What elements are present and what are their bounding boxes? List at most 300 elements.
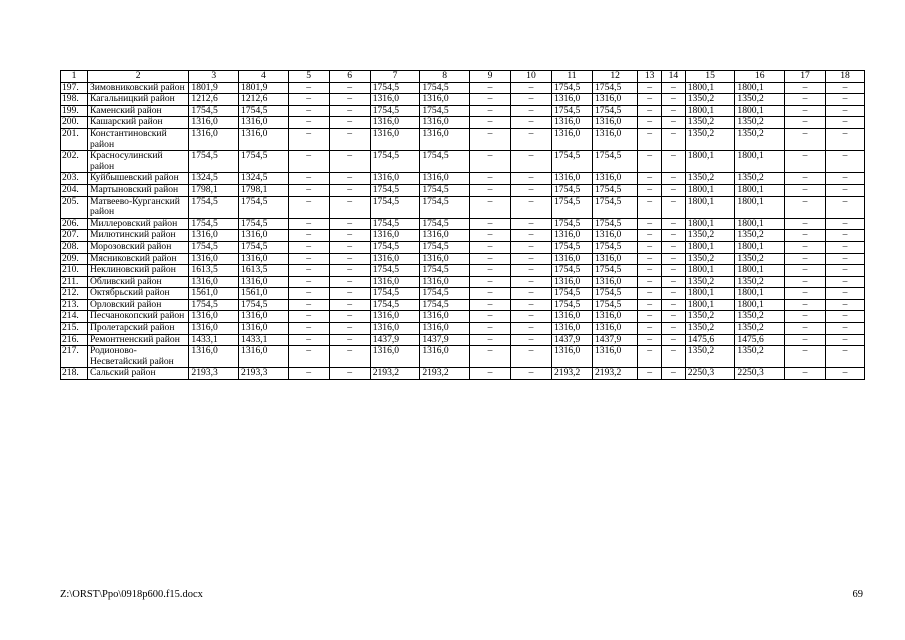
value-cell: 1316,0 bbox=[189, 128, 239, 150]
value-cell: 2193,2 bbox=[370, 368, 420, 380]
row-number: 213. bbox=[61, 299, 88, 311]
empty-value: – bbox=[469, 346, 510, 368]
table-row bbox=[61, 241, 865, 253]
value-cell: 1350,2 bbox=[735, 94, 785, 106]
empty-value: – bbox=[662, 299, 686, 311]
value-cell: 2193,2 bbox=[592, 368, 637, 380]
value-cell: 1754,5 bbox=[370, 218, 420, 230]
empty-value: – bbox=[826, 151, 865, 173]
value-cell: 1316,0 bbox=[370, 173, 420, 185]
district-name: Милютинский район bbox=[87, 230, 188, 242]
value-cell: 1316,0 bbox=[420, 94, 470, 106]
empty-value: – bbox=[662, 184, 686, 196]
value-cell: 1316,0 bbox=[592, 128, 637, 150]
empty-value: – bbox=[638, 346, 662, 368]
row-number: 216. bbox=[61, 334, 88, 346]
value-cell: 1316,0 bbox=[420, 173, 470, 185]
header-cell: 12 bbox=[592, 71, 637, 83]
value-cell: 1316,0 bbox=[370, 311, 420, 323]
empty-value: – bbox=[662, 253, 686, 265]
value-cell: 1316,0 bbox=[370, 346, 420, 368]
empty-value: – bbox=[785, 368, 826, 380]
value-cell: 1350,2 bbox=[735, 117, 785, 129]
value-cell: 1316,0 bbox=[592, 276, 637, 288]
value-cell: 1754,5 bbox=[370, 265, 420, 277]
empty-value: – bbox=[469, 334, 510, 346]
header-cell: 6 bbox=[329, 71, 370, 83]
value-cell: 1800,1 bbox=[735, 184, 785, 196]
empty-value: – bbox=[469, 276, 510, 288]
value-cell: 1437,9 bbox=[592, 334, 637, 346]
empty-value: – bbox=[288, 311, 329, 323]
empty-value: – bbox=[662, 288, 686, 300]
value-cell: 1754,5 bbox=[551, 105, 592, 117]
empty-value: – bbox=[288, 117, 329, 129]
value-cell: 1613,5 bbox=[189, 265, 239, 277]
empty-value: – bbox=[826, 276, 865, 288]
row-number: 197. bbox=[61, 82, 88, 94]
empty-value: – bbox=[288, 299, 329, 311]
empty-value: – bbox=[826, 265, 865, 277]
value-cell: 1800,1 bbox=[685, 241, 735, 253]
table-row bbox=[61, 94, 865, 106]
value-cell: 1316,0 bbox=[420, 230, 470, 242]
empty-value: – bbox=[662, 241, 686, 253]
page-number: 69 bbox=[852, 589, 863, 600]
header-cell: 9 bbox=[469, 71, 510, 83]
value-cell: 1754,5 bbox=[592, 265, 637, 277]
value-cell: 1350,2 bbox=[685, 94, 735, 106]
empty-value: – bbox=[638, 218, 662, 230]
district-name: Обливский район bbox=[87, 276, 188, 288]
empty-value: – bbox=[469, 128, 510, 150]
row-number: 217. bbox=[61, 346, 88, 368]
table-row bbox=[61, 265, 865, 277]
header-cell: 11 bbox=[551, 71, 592, 83]
value-cell: 1754,5 bbox=[592, 241, 637, 253]
value-cell: 1350,2 bbox=[735, 230, 785, 242]
empty-value: – bbox=[510, 346, 551, 368]
empty-value: – bbox=[662, 230, 686, 242]
value-cell: 1561,0 bbox=[189, 288, 239, 300]
empty-value: – bbox=[785, 117, 826, 129]
header-cell: 5 bbox=[288, 71, 329, 83]
empty-value: – bbox=[826, 288, 865, 300]
empty-value: – bbox=[510, 334, 551, 346]
value-cell: 1437,9 bbox=[420, 334, 470, 346]
value-cell: 1316,0 bbox=[420, 311, 470, 323]
empty-value: – bbox=[638, 128, 662, 150]
empty-value: – bbox=[510, 265, 551, 277]
empty-value: – bbox=[510, 173, 551, 185]
empty-value: – bbox=[826, 184, 865, 196]
table-row bbox=[61, 311, 865, 323]
empty-value: – bbox=[288, 218, 329, 230]
empty-value: – bbox=[638, 105, 662, 117]
empty-value: – bbox=[785, 346, 826, 368]
empty-value: – bbox=[329, 346, 370, 368]
value-cell: 1316,0 bbox=[592, 94, 637, 106]
value-cell: 1350,2 bbox=[685, 117, 735, 129]
empty-value: – bbox=[329, 117, 370, 129]
value-cell: 1754,5 bbox=[370, 82, 420, 94]
empty-value: – bbox=[785, 128, 826, 150]
value-cell: 1316,0 bbox=[189, 323, 239, 335]
row-number: 200. bbox=[61, 117, 88, 129]
value-cell: 1800,1 bbox=[735, 105, 785, 117]
value-cell: 1350,2 bbox=[735, 346, 785, 368]
value-cell: 1316,0 bbox=[239, 128, 289, 150]
empty-value: – bbox=[329, 299, 370, 311]
value-cell: 1316,0 bbox=[189, 117, 239, 129]
empty-value: – bbox=[469, 323, 510, 335]
empty-value: – bbox=[785, 82, 826, 94]
empty-value: – bbox=[288, 173, 329, 185]
value-cell: 1350,2 bbox=[685, 253, 735, 265]
empty-value: – bbox=[785, 299, 826, 311]
value-cell: 1754,5 bbox=[370, 184, 420, 196]
row-number: 208. bbox=[61, 241, 88, 253]
empty-value: – bbox=[638, 184, 662, 196]
value-cell: 1316,0 bbox=[370, 94, 420, 106]
empty-value: – bbox=[662, 265, 686, 277]
value-cell: 1324,5 bbox=[189, 173, 239, 185]
empty-value: – bbox=[288, 82, 329, 94]
district-name: Песчанокопский район bbox=[87, 311, 188, 323]
empty-value: – bbox=[469, 230, 510, 242]
empty-value: – bbox=[288, 334, 329, 346]
empty-value: – bbox=[329, 288, 370, 300]
value-cell: 1316,0 bbox=[592, 230, 637, 242]
empty-value: – bbox=[329, 241, 370, 253]
table-row bbox=[61, 128, 865, 150]
empty-value: – bbox=[638, 276, 662, 288]
value-cell: 1800,1 bbox=[685, 299, 735, 311]
empty-value: – bbox=[785, 184, 826, 196]
value-cell: 1316,0 bbox=[592, 173, 637, 185]
value-cell: 1316,0 bbox=[189, 276, 239, 288]
value-cell: 1754,5 bbox=[420, 288, 470, 300]
value-cell: 1316,0 bbox=[551, 323, 592, 335]
row-number: 212. bbox=[61, 288, 88, 300]
empty-value: – bbox=[288, 265, 329, 277]
value-cell: 1754,5 bbox=[370, 196, 420, 218]
value-cell: 1316,0 bbox=[189, 230, 239, 242]
empty-value: – bbox=[826, 128, 865, 150]
value-cell: 1433,1 bbox=[239, 334, 289, 346]
value-cell: 1754,5 bbox=[551, 265, 592, 277]
empty-value: – bbox=[826, 94, 865, 106]
value-cell: 1316,0 bbox=[420, 346, 470, 368]
empty-value: – bbox=[662, 323, 686, 335]
row-number: 203. bbox=[61, 173, 88, 185]
value-cell: 1800,1 bbox=[735, 265, 785, 277]
value-cell: 1350,2 bbox=[735, 311, 785, 323]
empty-value: – bbox=[785, 311, 826, 323]
table-row bbox=[61, 105, 865, 117]
value-cell: 1800,1 bbox=[685, 151, 735, 173]
value-cell: 1800,1 bbox=[735, 241, 785, 253]
empty-value: – bbox=[826, 323, 865, 335]
value-cell: 1350,2 bbox=[685, 173, 735, 185]
empty-value: – bbox=[329, 128, 370, 150]
empty-value: – bbox=[662, 94, 686, 106]
district-name: Миллеровский район bbox=[87, 218, 188, 230]
value-cell: 1754,5 bbox=[551, 299, 592, 311]
empty-value: – bbox=[662, 128, 686, 150]
row-number: 198. bbox=[61, 94, 88, 106]
value-cell: 2193,3 bbox=[239, 368, 289, 380]
row-number: 211. bbox=[61, 276, 88, 288]
value-cell: 2250,3 bbox=[735, 368, 785, 380]
value-cell: 1754,5 bbox=[551, 184, 592, 196]
empty-value: – bbox=[662, 173, 686, 185]
value-cell: 1754,5 bbox=[189, 105, 239, 117]
value-cell: 1800,1 bbox=[685, 184, 735, 196]
district-name: Красносулинский район bbox=[87, 151, 188, 173]
empty-value: – bbox=[510, 82, 551, 94]
value-cell: 1316,0 bbox=[239, 253, 289, 265]
value-cell: 1800,1 bbox=[685, 288, 735, 300]
value-cell: 1754,5 bbox=[370, 288, 420, 300]
value-cell: 1754,5 bbox=[551, 218, 592, 230]
district-name: Орловский район bbox=[87, 299, 188, 311]
empty-value: – bbox=[826, 218, 865, 230]
value-cell: 1754,5 bbox=[551, 196, 592, 218]
file-path: Z:\ORST\Ppo\0918p600.f15.docx bbox=[60, 589, 203, 600]
empty-value: – bbox=[785, 253, 826, 265]
empty-value: – bbox=[288, 288, 329, 300]
empty-value: – bbox=[785, 94, 826, 106]
empty-value: – bbox=[510, 128, 551, 150]
empty-value: – bbox=[329, 323, 370, 335]
value-cell: 1350,2 bbox=[685, 311, 735, 323]
value-cell: 1316,0 bbox=[189, 346, 239, 368]
value-cell: 2193,3 bbox=[189, 368, 239, 380]
value-cell: 1316,0 bbox=[370, 117, 420, 129]
empty-value: – bbox=[329, 184, 370, 196]
empty-value: – bbox=[288, 184, 329, 196]
empty-value: – bbox=[288, 276, 329, 288]
empty-value: – bbox=[826, 196, 865, 218]
empty-value: – bbox=[785, 323, 826, 335]
empty-value: – bbox=[329, 368, 370, 380]
value-cell: 1754,5 bbox=[592, 299, 637, 311]
header-cell: 3 bbox=[189, 71, 239, 83]
empty-value: – bbox=[510, 94, 551, 106]
district-name: Неклиновский район bbox=[87, 265, 188, 277]
empty-value: – bbox=[329, 276, 370, 288]
value-cell: 1316,0 bbox=[592, 253, 637, 265]
value-cell: 1350,2 bbox=[735, 276, 785, 288]
empty-value: – bbox=[510, 368, 551, 380]
empty-value: – bbox=[662, 218, 686, 230]
empty-value: – bbox=[638, 230, 662, 242]
empty-value: – bbox=[510, 196, 551, 218]
empty-value: – bbox=[288, 151, 329, 173]
empty-value: – bbox=[662, 346, 686, 368]
table-row bbox=[61, 334, 865, 346]
header-cell: 10 bbox=[510, 71, 551, 83]
value-cell: 1316,0 bbox=[592, 346, 637, 368]
value-cell: 1754,5 bbox=[239, 151, 289, 173]
value-cell: 1316,0 bbox=[592, 117, 637, 129]
value-cell: 1316,0 bbox=[420, 323, 470, 335]
row-number: 201. bbox=[61, 128, 88, 150]
empty-value: – bbox=[510, 299, 551, 311]
value-cell: 1754,5 bbox=[592, 82, 637, 94]
empty-value: – bbox=[785, 105, 826, 117]
empty-value: – bbox=[662, 368, 686, 380]
table-row bbox=[61, 288, 865, 300]
empty-value: – bbox=[638, 265, 662, 277]
empty-value: – bbox=[510, 230, 551, 242]
empty-value: – bbox=[785, 241, 826, 253]
empty-value: – bbox=[638, 117, 662, 129]
empty-value: – bbox=[638, 173, 662, 185]
row-number: 205. bbox=[61, 196, 88, 218]
row-number: 218. bbox=[61, 368, 88, 380]
empty-value: – bbox=[469, 105, 510, 117]
empty-value: – bbox=[288, 105, 329, 117]
district-name: Каменский район bbox=[87, 105, 188, 117]
empty-value: – bbox=[638, 94, 662, 106]
table-row bbox=[61, 173, 865, 185]
value-cell: 1754,5 bbox=[551, 151, 592, 173]
empty-value: – bbox=[510, 253, 551, 265]
value-cell: 1800,1 bbox=[735, 218, 785, 230]
table-row bbox=[61, 218, 865, 230]
district-name: Родионово-Несветайский район bbox=[87, 346, 188, 368]
value-cell: 1754,5 bbox=[370, 241, 420, 253]
value-cell: 1350,2 bbox=[685, 346, 735, 368]
value-cell: 1754,5 bbox=[189, 196, 239, 218]
district-name: Пролетарский район bbox=[87, 323, 188, 335]
value-cell: 1754,5 bbox=[189, 218, 239, 230]
value-cell: 1475,6 bbox=[735, 334, 785, 346]
empty-value: – bbox=[662, 334, 686, 346]
empty-value: – bbox=[785, 276, 826, 288]
value-cell: 1316,0 bbox=[551, 253, 592, 265]
row-number: 207. bbox=[61, 230, 88, 242]
empty-value: – bbox=[469, 368, 510, 380]
header-cell: 14 bbox=[662, 71, 686, 83]
value-cell: 1754,5 bbox=[592, 196, 637, 218]
empty-value: – bbox=[826, 82, 865, 94]
empty-value: – bbox=[826, 334, 865, 346]
empty-value: – bbox=[785, 230, 826, 242]
header-cell: 18 bbox=[826, 71, 865, 83]
empty-value: – bbox=[329, 334, 370, 346]
empty-value: – bbox=[785, 173, 826, 185]
empty-value: – bbox=[469, 218, 510, 230]
value-cell: 1754,5 bbox=[239, 105, 289, 117]
value-cell: 1754,5 bbox=[420, 196, 470, 218]
table-body bbox=[61, 71, 865, 380]
value-cell: 1316,0 bbox=[420, 117, 470, 129]
empty-value: – bbox=[638, 311, 662, 323]
table-row bbox=[61, 184, 865, 196]
value-cell: 1800,1 bbox=[735, 288, 785, 300]
empty-value: – bbox=[288, 94, 329, 106]
empty-value: – bbox=[469, 173, 510, 185]
empty-value: – bbox=[662, 82, 686, 94]
value-cell: 1800,1 bbox=[685, 82, 735, 94]
value-cell: 1800,1 bbox=[685, 105, 735, 117]
value-cell: 1350,2 bbox=[735, 128, 785, 150]
empty-value: – bbox=[638, 151, 662, 173]
district-name: Кашарский район bbox=[87, 117, 188, 129]
empty-value: – bbox=[288, 346, 329, 368]
value-cell: 1316,0 bbox=[239, 117, 289, 129]
empty-value: – bbox=[288, 253, 329, 265]
value-cell: 1754,5 bbox=[189, 299, 239, 311]
empty-value: – bbox=[469, 196, 510, 218]
header-cell: 15 bbox=[685, 71, 735, 83]
value-cell: 1561,0 bbox=[239, 288, 289, 300]
value-cell: 1754,5 bbox=[592, 218, 637, 230]
value-cell: 1798,1 bbox=[189, 184, 239, 196]
empty-value: – bbox=[469, 299, 510, 311]
empty-value: – bbox=[785, 196, 826, 218]
value-cell: 1316,0 bbox=[551, 94, 592, 106]
row-number: 214. bbox=[61, 311, 88, 323]
empty-value: – bbox=[510, 151, 551, 173]
empty-value: – bbox=[469, 253, 510, 265]
value-cell: 1316,0 bbox=[592, 311, 637, 323]
value-cell: 1754,5 bbox=[189, 151, 239, 173]
value-cell: 1754,5 bbox=[420, 265, 470, 277]
empty-value: – bbox=[638, 82, 662, 94]
district-name: Сальский район bbox=[87, 368, 188, 380]
empty-value: – bbox=[469, 184, 510, 196]
value-cell: 1475,6 bbox=[685, 334, 735, 346]
value-cell: 1754,5 bbox=[592, 288, 637, 300]
value-cell: 1754,5 bbox=[592, 184, 637, 196]
table-row bbox=[61, 346, 865, 368]
value-cell: 1316,0 bbox=[239, 346, 289, 368]
value-cell: 1800,1 bbox=[735, 151, 785, 173]
value-cell: 1754,5 bbox=[592, 105, 637, 117]
value-cell: 1316,0 bbox=[370, 128, 420, 150]
district-name: Матвеево-Курганский район bbox=[87, 196, 188, 218]
value-cell: 1754,5 bbox=[551, 241, 592, 253]
value-cell: 1316,0 bbox=[370, 276, 420, 288]
empty-value: – bbox=[785, 334, 826, 346]
value-cell: 1800,1 bbox=[685, 218, 735, 230]
empty-value: – bbox=[662, 117, 686, 129]
value-cell: 1316,0 bbox=[551, 276, 592, 288]
empty-value: – bbox=[288, 323, 329, 335]
value-cell: 1754,5 bbox=[370, 151, 420, 173]
value-cell: 1324,5 bbox=[239, 173, 289, 185]
value-cell: 1316,0 bbox=[420, 128, 470, 150]
empty-value: – bbox=[638, 253, 662, 265]
empty-value: – bbox=[288, 368, 329, 380]
empty-value: – bbox=[785, 151, 826, 173]
empty-value: – bbox=[510, 323, 551, 335]
empty-value: – bbox=[638, 323, 662, 335]
empty-value: – bbox=[826, 311, 865, 323]
row-number: 204. bbox=[61, 184, 88, 196]
empty-value: – bbox=[288, 230, 329, 242]
value-cell: 1316,0 bbox=[370, 253, 420, 265]
value-cell: 1316,0 bbox=[239, 323, 289, 335]
value-cell: 1316,0 bbox=[551, 117, 592, 129]
value-cell: 1754,5 bbox=[420, 151, 470, 173]
district-name: Куйбышевский район bbox=[87, 173, 188, 185]
value-cell: 1754,5 bbox=[239, 218, 289, 230]
